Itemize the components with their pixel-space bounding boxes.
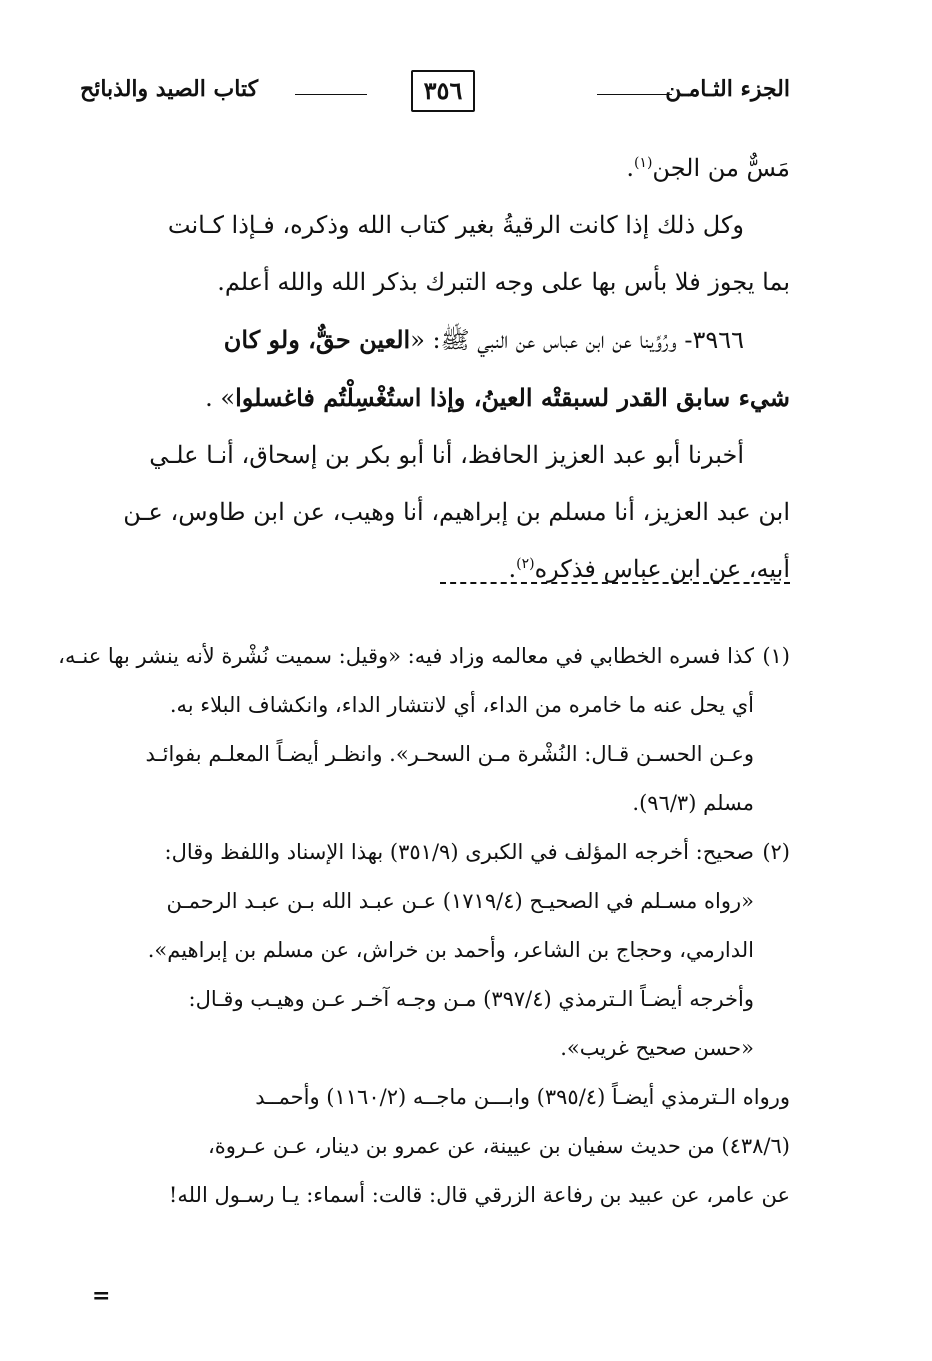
hadith-3966-cont bbox=[80, 369, 790, 427]
text-line: (٢)صحيح: أخرجه المؤلف في الكبرى (٣٥١/٩) بهذا الإسناد واللفظ وقال: bbox=[80, 828, 790, 877]
continuation-mark: = bbox=[92, 1283, 111, 1309]
paragraph-1 bbox=[80, 140, 790, 197]
footnote-1 bbox=[58, 632, 790, 828]
page-number-box: ٣٥٦ bbox=[411, 70, 475, 112]
text-line: مسلم (٩٦/٣). bbox=[632, 791, 754, 815]
header-rule-left bbox=[295, 94, 367, 95]
text-line: أبيه، عن ابن عباس فذكره$^{(٢)}$. bbox=[508, 555, 790, 583]
text-line: الدارمي، وحجاج بن الشاعر، وأحمد بن خراش، عن مسلم بن إبراهيم». bbox=[147, 938, 754, 962]
footnote-number: (١) bbox=[762, 644, 790, 668]
running-header bbox=[80, 70, 790, 114]
text-line: «رواه مسـلم في الصحيـح (١٧١٩/٤) عـن عبـد الله بـن عبـد الرحمـن bbox=[166, 889, 754, 913]
paragraph-2-cont bbox=[80, 254, 790, 311]
footnote-2 bbox=[80, 828, 790, 1220]
text-line: (٤٣٨/٦) من حديث سفيان بن عيينة، عن عمرو بن دينار، عـن عـروة، bbox=[208, 1134, 790, 1158]
header-rule-right bbox=[597, 94, 672, 95]
main-text bbox=[80, 140, 790, 598]
text-line: بما يجوز فلا بأس بها على وجه التبرك بذكر الله والله أعلم. bbox=[217, 268, 790, 296]
footnote-ref-2: (٢) bbox=[516, 556, 535, 572]
text-line: شيء سابق القدر لسبقتْه العينُ، وإذا استُغْسِلْتُم فاغسلوا» . bbox=[205, 383, 790, 412]
text-line: ورواه الـترمذي أيضـاً (٣٩٥/٤) وابـــن ماجــه (١١٦٠/٢) وأحمــد bbox=[255, 1085, 790, 1109]
isnad-paragraph bbox=[80, 427, 790, 484]
hadith-3966 bbox=[80, 311, 790, 369]
footnote-ref-1: (١) bbox=[633, 155, 653, 171]
text-line: وكل ذلك إذا كانت الرقيةُ بغير كتاب الله وذكره، فـإذا كـانت bbox=[167, 211, 744, 239]
text-line: أخبرنا أبو عبد العزيز الحافظ، أنا أبو بكر بن إسحاق، أنـا علـي bbox=[149, 441, 744, 469]
paragraph-2 bbox=[80, 197, 790, 254]
isnad-paragraph-cont bbox=[80, 484, 790, 598]
text-line: وعـن الحسـن قـال: النُشْرة مـن السحـر». وانظـر أيضـاً المعلـم بفوائـد bbox=[145, 742, 754, 766]
text-line: أي يحل عنه ما خامره من الداء، أي لانتشار الداء، وانكشاف البلاء به. bbox=[169, 693, 754, 717]
text-line: مَسٌّ من الجن$^{(١)}$. bbox=[626, 154, 790, 182]
footnote-separator bbox=[440, 582, 790, 584]
text-line: ٣٩٦٦- ورُوِّينا عن ابن عباس عن النبي ﷺ: «العين حقٌّ، ولو كان bbox=[223, 325, 744, 354]
header-book-title: كتاب الصيد والذبائح bbox=[80, 76, 259, 102]
text-line: عن عامر، عن عبيد بن رفاعة الزرقي قال: قالت: أسماء: يـا رسـول الله! bbox=[168, 1183, 790, 1207]
footnotes bbox=[58, 632, 790, 1220]
text-line: (١)كذا فسره الخطابي في معالمه وزاد فيه: «وقيل: سميت نُشْرة لأنه ينشر بها عنـه، bbox=[80, 632, 790, 681]
text-line: وأخرجه أيضـاً الـترمذي (٣٩٧/٤) مـن وجـه آخـر عـن وهيـب وقـال: bbox=[188, 987, 754, 1011]
footnote-number: (٢) bbox=[762, 840, 790, 864]
text-line: «حسن صحيح غريب». bbox=[560, 1036, 754, 1060]
header-part-label: الجزء الثـامـن bbox=[665, 76, 790, 102]
text-line: ابن عبد العزيز، أنا مسلم بن إبراهيم، أنا وهيب، عن ابن طاوس، عـن bbox=[123, 498, 790, 526]
